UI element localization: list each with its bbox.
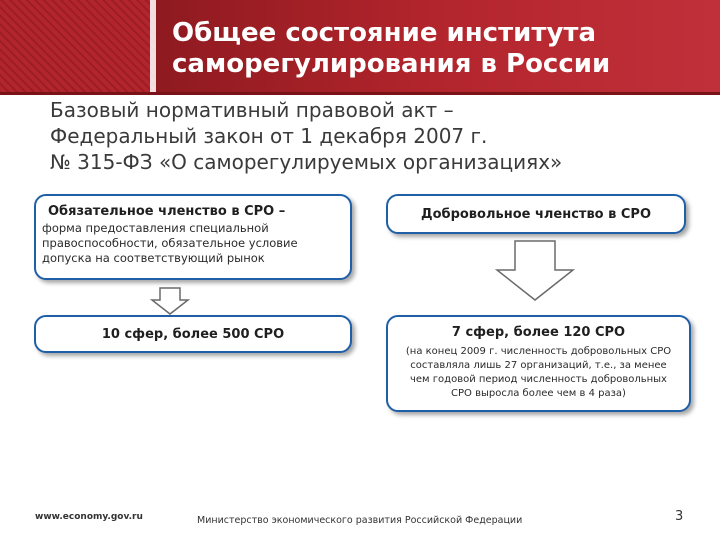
voluntary-stats-title: 7 сфер, более 120 СРО bbox=[451, 325, 626, 340]
voluntary-stats-description bbox=[388, 345, 689, 401]
mandatory-desc-line-1: форма предоставления специальной bbox=[42, 221, 269, 235]
title-line-2: саморегулирования в России bbox=[172, 49, 611, 79]
mandatory-stats-title: 10 сфер, более 500 СРО bbox=[101, 327, 285, 342]
down-arrow-left-icon bbox=[150, 287, 190, 315]
mandatory-membership-description bbox=[42, 221, 347, 266]
lead-line-1: Базовый нормативный правовой акт – bbox=[50, 98, 454, 122]
mandatory-membership-title: Обязательное членство в СРО – bbox=[48, 204, 286, 219]
mandatory-desc-line-2: правоспособности, обязательное условие bbox=[42, 236, 298, 250]
slide-title bbox=[172, 18, 712, 80]
voluntary-membership-title: Добровольное членство в СРО bbox=[420, 207, 652, 222]
down-arrow-right-icon bbox=[495, 240, 575, 302]
voluntary-desc-line-3: чем годовой период численность добровольных bbox=[410, 374, 667, 385]
lead-line-3: № 315-ФЗ «О саморегулируемых организациях» bbox=[50, 150, 563, 174]
page-number: 3 bbox=[675, 509, 684, 524]
mandatory-membership-box bbox=[34, 194, 352, 280]
slide-header bbox=[0, 0, 720, 95]
lead-text bbox=[50, 97, 710, 175]
voluntary-stats-box bbox=[386, 315, 691, 412]
lead-line-2: Федеральный закон от 1 декабря 2007 г. bbox=[50, 124, 488, 148]
voluntary-desc-line-1: (на конец 2009 г. численность добровольных СРО bbox=[405, 346, 672, 357]
footer-ministry-name: Министерство экономического развития Российской Федерации bbox=[197, 515, 523, 526]
mandatory-stats-box bbox=[34, 315, 352, 353]
footer-website-link[interactable]: www.economy.gov.ru bbox=[35, 512, 143, 522]
title-line-1: Общее состояние института bbox=[172, 18, 597, 48]
voluntary-desc-line-4: СРО выросла более чем в 4 раза) bbox=[451, 388, 626, 399]
voluntary-desc-line-2: составляла лишь 27 организаций, т.е., за менее bbox=[410, 360, 667, 371]
voluntary-membership-box bbox=[386, 194, 686, 234]
mandatory-desc-line-3: допуска на соответствующий рынок bbox=[42, 251, 265, 265]
